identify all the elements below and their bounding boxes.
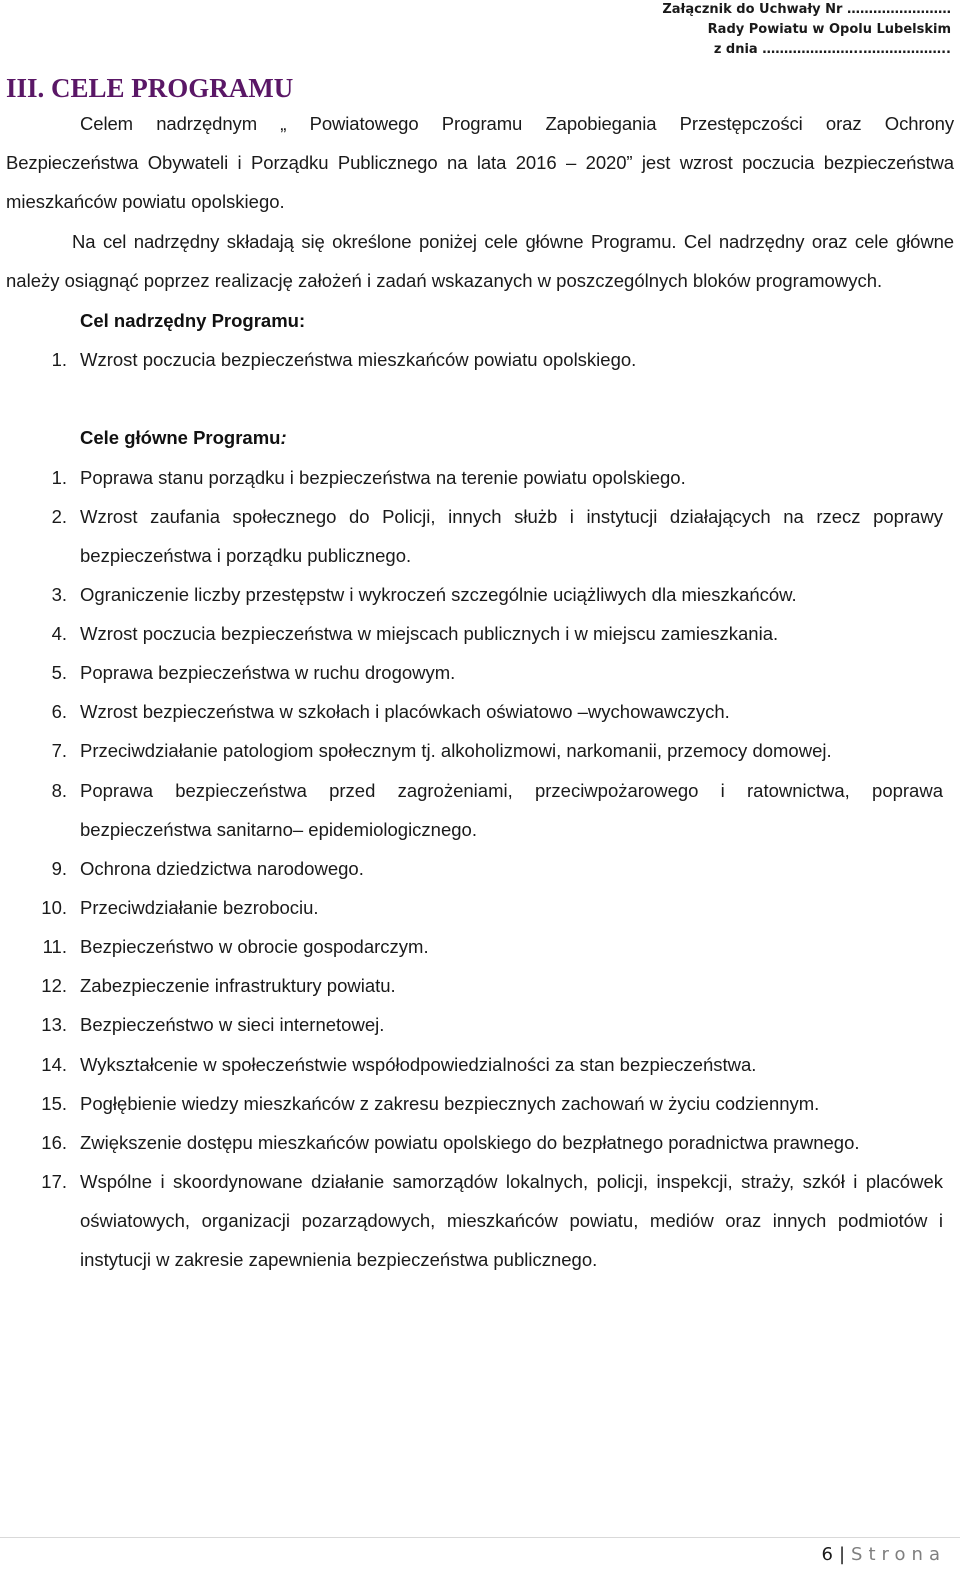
objective-text: Poprawa stanu porządku i bezpieczeństwa na terenie powiatu opolskiego.: [80, 467, 686, 488]
intro-p2-line2: należy osiągnąć poprzez realizację założeń i zadań wskazanych w poszczególnych bloków programowych.: [6, 270, 883, 291]
main-objectives-heading-text: Cele główne Programu: [80, 427, 281, 448]
objective-text: Przeciwdziałanie bezrobociu.: [80, 897, 319, 918]
objective-number: 4.: [51, 623, 67, 644]
footer-separator: |: [838, 1544, 846, 1565]
objective-number: 15.: [41, 1093, 67, 1114]
section-title: III. CELE PROGRAMU: [6, 73, 294, 103]
intro-p1-line1: Celem nadrzędnym „ Powiatowego Programu Zapobiegania Przestępczości oraz Ochrony: [80, 113, 954, 134]
main-goal-item-number: 1.: [51, 349, 67, 370]
objective-number: 5.: [51, 662, 67, 683]
objective-number: 8.: [51, 780, 67, 801]
objective-number: 3.: [51, 584, 67, 605]
objective-text: Zwiększenie dostępu mieszkańców powiatu opolskiego do bezpłatnego poradnictwa prawnego.: [80, 1132, 860, 1153]
objective-text: Wykształcenie w społeczeństwie współodpowiedzialności za stan bezpieczeństwa.: [80, 1054, 757, 1075]
objective-number: 1.: [51, 467, 67, 488]
intro-p2-line1: Na cel nadrzędny składają się określone poniżej cele główne Programu. Cel nadrzędny oraz cele główne: [72, 231, 954, 252]
objective-number: 11.: [42, 936, 67, 957]
page-label: Strona: [851, 1544, 946, 1565]
intro-p1-line2: Bezpieczeństwa Obywateli i Porządku Publicznego na lata 2016 – 2020” jest wzrost poczucia bezpieczeństwa: [6, 152, 954, 173]
objective-text: Ochrona dziedzictwa narodowego.: [80, 858, 364, 879]
objective-number: 2.: [51, 506, 67, 527]
attachment-note-line1: Załącznik do Uchwały Nr ……………………: [662, 2, 951, 17]
objective-text: Wzrost bezpieczeństwa w szkołach i placówkach oświatowo –wychowawczych.: [80, 701, 730, 722]
main-goal-item-text: Wzrost poczucia bezpieczeństwa mieszkańców powiatu opolskiego.: [80, 349, 637, 370]
objective-number: 13.: [41, 1014, 67, 1035]
objective-number: 12.: [41, 975, 67, 996]
objective-number: 7.: [51, 740, 67, 761]
objective-text: Wzrost poczucia bezpieczeństwa w miejscach publicznych i w miejscu zamieszkania.: [80, 623, 779, 644]
objective-number: 6.: [51, 701, 67, 722]
objective-number: 9.: [51, 858, 67, 879]
main-objectives-heading-colon: :: [280, 427, 287, 448]
objective-number: 16.: [41, 1132, 67, 1153]
page-number: 6: [821, 1544, 833, 1565]
attachment-note: [662, 0, 951, 60]
objective-number: 14.: [41, 1054, 67, 1075]
objective-number: 10.: [41, 897, 67, 918]
objective-text: Wspólne i skoordynowane działanie samorządów lokalnych, policji, inspekcji, straży, szkół i placówek oświatowych, organizacji pozarządowych, mieszkańców powiatu, mediów oraz innych podmiotów i instytucji w zakresie zapewnienia bezpieczeństwa publicznego.: [80, 1171, 943, 1270]
attachment-note-line2: Rady Powiatu w Opolu Lubelskim: [707, 22, 951, 37]
objective-number: 17.: [41, 1171, 67, 1192]
objective-text: Poprawa bezpieczeństwa przed zagrożeniami, przeciwpożarowego i ratownictwa, poprawa bezpieczeństwa sanitarno– epidemiologicznego.: [80, 780, 943, 840]
objective-text: Bezpieczeństwo w obrocie gospodarczym.: [80, 936, 429, 957]
objective-text: Pogłębienie wiedzy mieszkańców z zakresu bezpiecznych zachowań w życiu codziennym.: [80, 1093, 820, 1114]
objective-text: Zabezpieczenie infrastruktury powiatu.: [80, 975, 396, 996]
main-objectives-heading: [80, 418, 287, 457]
page-footer: [822, 1543, 946, 1567]
intro-p1-line3: mieszkańców powiatu opolskiego.: [6, 191, 285, 212]
attachment-note-line3: z dnia …………………..………………..: [713, 42, 951, 57]
objective-text: Poprawa bezpieczeństwa w ruchu drogowym.: [80, 662, 456, 683]
objective-text: Wzrost zaufania społecznego do Policji, innych służb i instytucji działających na rzecz poprawy bezpieczeństwa i porządku publicznego.: [80, 506, 943, 566]
objective-text: Bezpieczeństwo w sieci internetowej.: [80, 1014, 385, 1035]
objective-text: Ograniczenie liczby przestępstw i wykroczeń szczególnie uciążliwych dla mieszkańców.: [80, 584, 797, 605]
objective-text: Przeciwdziałanie patologiom społecznym tj. alkoholizmowi, narkomanii, przemocy domowej.: [80, 740, 832, 761]
footer-divider: [0, 1537, 960, 1538]
main-goal-heading: Cel nadrzędny Programu:: [80, 310, 306, 331]
